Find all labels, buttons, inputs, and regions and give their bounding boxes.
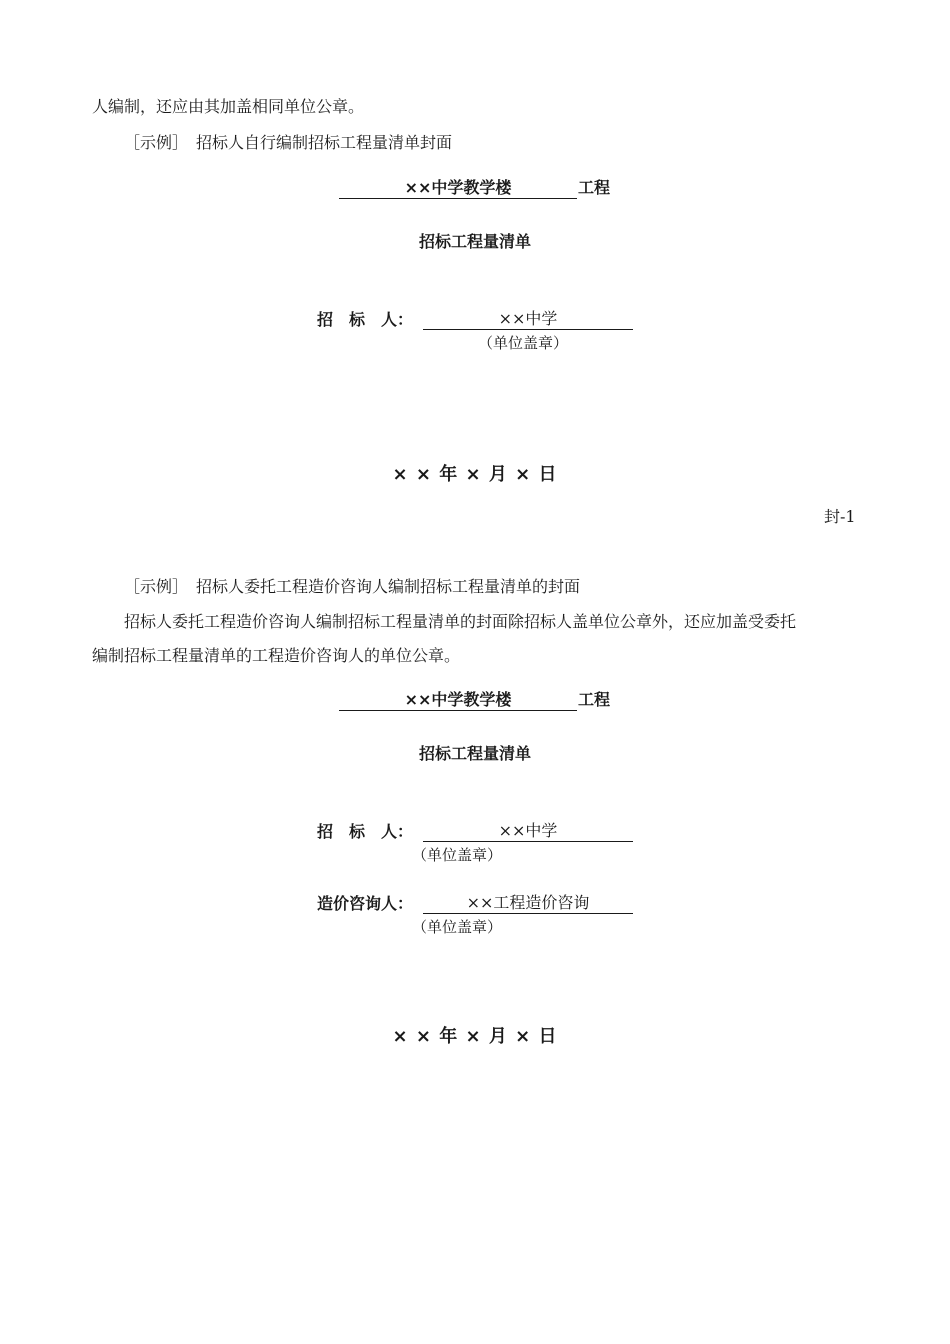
project-name: ××中学教学楼 bbox=[404, 690, 512, 709]
example-2-paragraph-line-2: 编制招标工程量清单的工程造价咨询人的单位公章。 bbox=[92, 646, 461, 665]
document-title: 招标工程量清单 bbox=[418, 744, 531, 763]
example-2-caption: ［示例］ 招标人委托工程造价咨询人编制招标工程量清单的封面 bbox=[124, 577, 581, 596]
example-1-caption: ［示例］ 招标人自行编制招标工程量清单封面 bbox=[124, 133, 453, 152]
tenderer-value: ××中学 bbox=[498, 821, 558, 840]
cover-date: × × 年 × 月 × 日 bbox=[392, 464, 558, 485]
project-suffix: 工程 bbox=[578, 178, 611, 197]
page-mark: 封-1 bbox=[824, 507, 856, 526]
intro-continuation-text: 人编制，还应由其加盖相同单位公章。 bbox=[92, 97, 365, 116]
project-name: ××中学教学楼 bbox=[404, 178, 512, 197]
tenderer-value-underline bbox=[423, 821, 633, 842]
consultant-seal-note: （单位盖章） bbox=[412, 918, 503, 936]
tenderer-value-underline bbox=[423, 309, 633, 330]
tenderer-value: ××中学 bbox=[498, 309, 558, 328]
example-2-paragraph-line-1: 招标人委托工程造价咨询人编制招标工程量清单的封面除招标人盖单位公章外，还应加盖受委托 bbox=[124, 612, 797, 631]
cover-date: × × 年 × 月 × 日 bbox=[392, 1026, 558, 1047]
consultant-label: 造价咨询人： bbox=[317, 894, 414, 913]
tenderer-label: 招 标 人： bbox=[317, 822, 414, 841]
project-suffix: 工程 bbox=[578, 690, 611, 709]
consultant-value: ××工程造价咨询 bbox=[466, 893, 590, 912]
tenderer-seal-note: （单位盖章） bbox=[478, 334, 569, 352]
tenderer-label: 招 标 人： bbox=[317, 310, 414, 329]
document-title: 招标工程量清单 bbox=[418, 232, 531, 251]
project-name-underline bbox=[339, 690, 577, 711]
tenderer-seal-note: （单位盖章） bbox=[412, 846, 503, 864]
project-name-underline bbox=[339, 178, 577, 199]
consultant-value-underline bbox=[423, 893, 633, 914]
